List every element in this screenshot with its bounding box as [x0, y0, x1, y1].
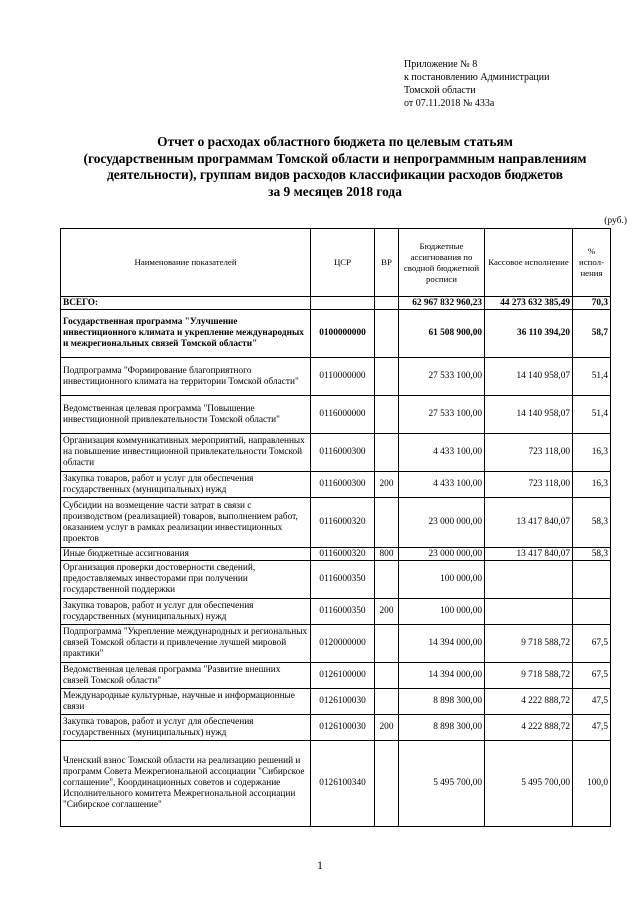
- row-budget: 23 000 000,00: [399, 548, 485, 561]
- row-percent: [573, 561, 611, 599]
- row-budget: 61 508 900,00: [399, 310, 485, 358]
- row-vr: [375, 625, 399, 663]
- row-vr: [375, 689, 399, 715]
- row-csr: 0120000000: [311, 625, 375, 663]
- row-execution: 14 140 958,07: [485, 358, 573, 396]
- row-percent: 47,5: [573, 715, 611, 741]
- row-vr: 200: [375, 599, 399, 625]
- row-csr: 0116000320: [311, 498, 375, 548]
- row-csr: 0126100000: [311, 663, 375, 689]
- table-row: [61, 472, 611, 498]
- row-csr: 0116000320: [311, 548, 375, 561]
- appendix-line-1: Приложение № 8: [404, 59, 478, 70]
- row-name: Подпрограмма "Формирование благоприятного инвестиционного климата на территории Томской области": [61, 358, 311, 396]
- row-execution: 4 222 888,72: [485, 689, 573, 715]
- table-row: [61, 396, 611, 434]
- row-budget: 23 000 000,00: [399, 498, 485, 548]
- row-percent: 16,3: [573, 434, 611, 472]
- row-csr: 0116000300: [311, 434, 375, 472]
- row-execution: 5 495 700,00: [485, 741, 573, 827]
- row-csr: 0116000300: [311, 472, 375, 498]
- report-title: [40, 134, 630, 200]
- row-vr: [375, 741, 399, 827]
- title-line-4: за 9 месяцев 2018 года: [268, 183, 402, 199]
- header-name: Наименование показателей: [61, 229, 311, 297]
- row-vr: [375, 663, 399, 689]
- row-execution: [485, 599, 573, 625]
- row-budget: 8 898 300,00: [399, 689, 485, 715]
- table-row: [61, 741, 611, 827]
- row-execution: 723 118,00: [485, 434, 573, 472]
- row-vr: [375, 561, 399, 599]
- table-row: [61, 599, 611, 625]
- header-budget: Бюджетные ассигнования по сводной бюджетной росписи: [399, 229, 485, 297]
- header-row: [61, 229, 611, 297]
- row-execution: 4 222 888,72: [485, 715, 573, 741]
- row-name: Государственная программа "Улучшение инвестиционного климата и укрепление международных и межрегиональных связей Томской области": [61, 310, 311, 358]
- row-vr: 200: [375, 472, 399, 498]
- row-percent: 58,7: [573, 310, 611, 358]
- appendix-line-2: к постановлению Администрации: [404, 72, 550, 83]
- expenditure-table: [60, 228, 611, 827]
- row-budget: 27 533 100,00: [399, 396, 485, 434]
- row-vr: 200: [375, 715, 399, 741]
- row-name: Международные культурные, научные и информационные связи: [61, 689, 311, 715]
- appendix-line-4: от 07.11.2018 № 433а: [404, 98, 495, 109]
- row-percent: 100,0: [573, 741, 611, 827]
- header-execution: Кассовое исполнение: [485, 229, 573, 297]
- row-percent: 67,5: [573, 625, 611, 663]
- row-budget: 100 000,00: [399, 561, 485, 599]
- row-execution: 13 417 840,07: [485, 548, 573, 561]
- table-row: [61, 434, 611, 472]
- title-line-3: деятельности), группам видов расходов классификации расходов бюджетов: [106, 167, 564, 182]
- table-row: [61, 498, 611, 548]
- row-execution: 723 118,00: [485, 472, 573, 498]
- row-vr: [375, 434, 399, 472]
- row-execution: 13 417 840,07: [485, 498, 573, 548]
- row-name: Закупка товаров, работ и услуг для обеспечения государственных (муниципальных) нужд: [61, 472, 311, 498]
- table-row: [61, 663, 611, 689]
- total-execution: 44 273 632 385,49: [485, 297, 573, 310]
- table-row: [61, 358, 611, 396]
- total-percent: 70,3: [573, 297, 611, 310]
- header-percent: % испол- нения: [573, 229, 611, 297]
- row-name: Членский взнос Томской области на реализацию решений и программ Совета Межрегиональной ассоциации "Сибирское соглашение", Координационных советов и содержание Исполнительного комитета Межрегиональной ассоциации "Сибирское соглашение": [61, 741, 311, 827]
- row-name: Организация проверки достоверности сведений, предоставляемых инвесторами при получении государственной поддержки: [61, 561, 311, 599]
- total-vr: [375, 297, 399, 310]
- row-budget: 14 394 000,00: [399, 663, 485, 689]
- row-execution: 9 718 588,72: [485, 663, 573, 689]
- total-budget: 62 967 832 960,23: [399, 297, 485, 310]
- row-name: Закупка товаров, работ и услуг для обеспечения государственных (муниципальных) нужд: [61, 715, 311, 741]
- row-vr: 800: [375, 548, 399, 561]
- currency-note: (руб.): [604, 216, 627, 226]
- row-vr: [375, 358, 399, 396]
- row-vr: [375, 396, 399, 434]
- row-name: Ведомственная целевая программа "Повышение инвестиционной привлекательности Томской области": [61, 396, 311, 434]
- row-percent: 58,3: [573, 548, 611, 561]
- table-row: [61, 310, 611, 358]
- row-csr: 0116000000: [311, 396, 375, 434]
- total-csr: [311, 297, 375, 310]
- row-execution: [485, 561, 573, 599]
- row-percent: 58,3: [573, 498, 611, 548]
- table-row: [61, 548, 611, 561]
- row-name: Ведомственная целевая программа "Развитие внешних связей Томской области": [61, 663, 311, 689]
- row-budget: 14 394 000,00: [399, 625, 485, 663]
- row-vr: [375, 498, 399, 548]
- page-number: 1: [317, 858, 323, 872]
- row-name: Иные бюджетные ассигнования: [61, 548, 311, 561]
- row-budget: 4 433 100,00: [399, 472, 485, 498]
- row-csr: 0110000000: [311, 358, 375, 396]
- table-row: [61, 561, 611, 599]
- row-execution: 9 718 588,72: [485, 625, 573, 663]
- row-budget: 27 533 100,00: [399, 358, 485, 396]
- row-csr: 0116000350: [311, 599, 375, 625]
- row-name: Закупка товаров, работ и услуг для обеспечения государственных (муниципальных) нужд: [61, 599, 311, 625]
- row-budget: 8 898 300,00: [399, 715, 485, 741]
- row-csr: 0116000350: [311, 561, 375, 599]
- row-csr: 0126100030: [311, 715, 375, 741]
- row-csr: 0126100340: [311, 741, 375, 827]
- row-budget: 5 495 700,00: [399, 741, 485, 827]
- row-percent: 67,5: [573, 663, 611, 689]
- row-csr: 0126100030: [311, 689, 375, 715]
- header-csr: ЦСР: [311, 229, 375, 297]
- row-name: Субсидии на возмещение части затрат в связи с производством (реализацией) товаров, выполнением работ, оказанием услуг в рамках реализации инвестиционных проектов: [61, 498, 311, 548]
- row-csr: 0100000000: [311, 310, 375, 358]
- row-percent: 16,3: [573, 472, 611, 498]
- table-row: [61, 715, 611, 741]
- row-name: Подпрограмма "Укрепление международных и региональных связей Томской области и привлечение лучшей мировой практики": [61, 625, 311, 663]
- total-row: [61, 297, 611, 310]
- row-percent: 51,4: [573, 396, 611, 434]
- table-row: [61, 689, 611, 715]
- row-budget: 4 433 100,00: [399, 434, 485, 472]
- row-vr: [375, 310, 399, 358]
- row-budget: 100 000,00: [399, 599, 485, 625]
- row-percent: 51,4: [573, 358, 611, 396]
- row-name: Организация коммуникативных мероприятий, направленных на повышение инвестиционной привлекательности Томской области: [61, 434, 311, 472]
- title-line-1: Отчет о расходах областного бюджета по целевым статьям: [157, 134, 513, 149]
- appendix-note: [404, 58, 624, 110]
- row-execution: 36 110 394,20: [485, 310, 573, 358]
- row-percent: [573, 599, 611, 625]
- header-vr: ВР: [375, 229, 399, 297]
- table-row: [61, 625, 611, 663]
- appendix-line-3: Томской области: [404, 85, 476, 96]
- row-percent: 47,5: [573, 689, 611, 715]
- total-name: ВСЕГО:: [61, 297, 311, 310]
- title-line-2: (государственным программам Томской области и непрограммным направлениям: [83, 150, 587, 166]
- row-execution: 14 140 958,07: [485, 396, 573, 434]
